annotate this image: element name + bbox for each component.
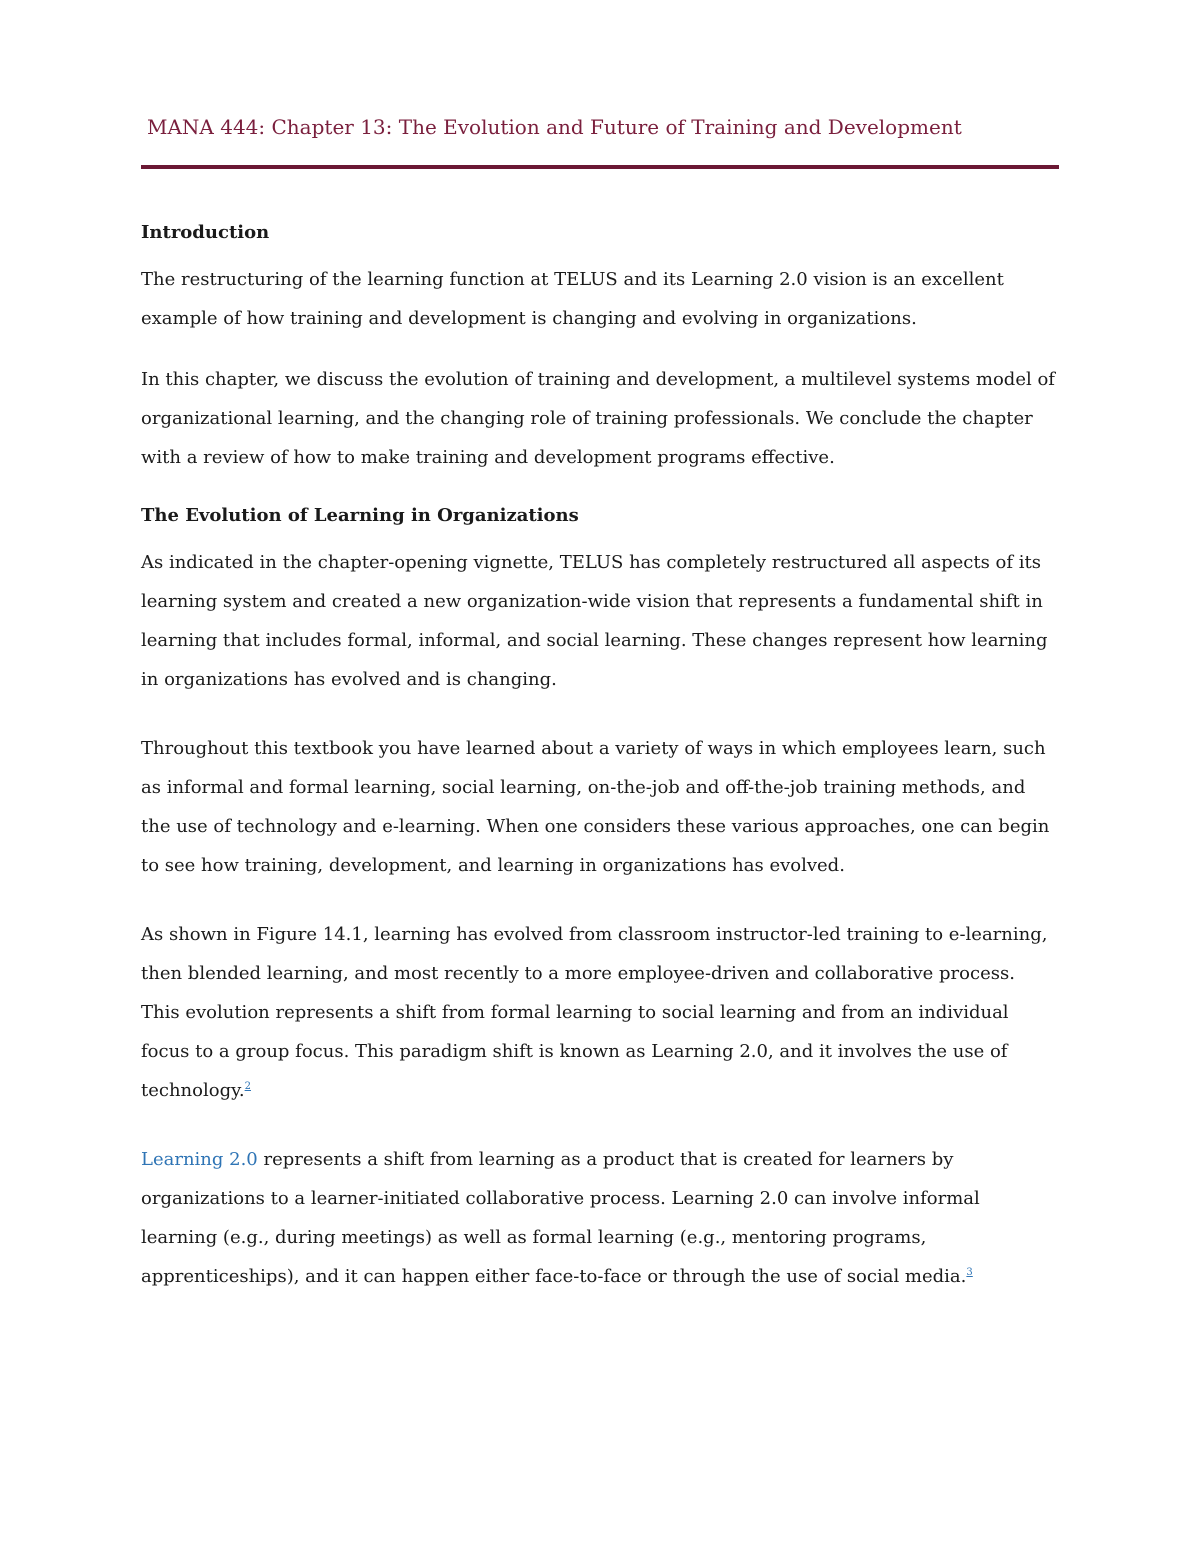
intro-paragraph-1: The restructuring of the learning function at TELUS and its Learning 2.0 vision is an excellent example of how training and development is changing and evolving in organizations.: [141, 269, 1004, 329]
document-title: MANA 444: Chapter 13: The Evolution and Future of Training and Development: [147, 115, 962, 139]
title-divider: [141, 165, 1059, 169]
footnote-ref-2: [245, 1081, 251, 1092]
evolution-paragraph-2: Throughout this textbook you have learned about a variety of ways in which employees learn, such as informal and formal learning, social learning, on-the-job and off-the-job training methods, and the use of technology and e-learning. When one considers these various approaches, one can begin to see how training, development, and learning in organizations has evolved.: [141, 738, 1050, 876]
footnote-link-3[interactable]: 3: [966, 1267, 973, 1278]
intro-paragraph-2: In this chapter, we discuss the evolution of training and development, a multilevel systems model of organizational learning, and the changing role of training professionals. We conclude the chapter with a review of how to make training and development programs effective.: [141, 369, 1055, 468]
evolution-paragraph-4: [141, 1140, 1059, 1296]
evolution-paragraph-3-text: As shown in Figure 14.1, learning has evolved from classroom instructor-led training to e-learning, then blended learning, and most recently to a more employee-driven and collaborative process. This evolution represents a shift from formal learning to social learning and from an individual focus to a group focus. This paradigm shift is known as Learning 2.0, and it involves the use of technology.: [141, 924, 1048, 1101]
learning-2-0-link[interactable]: Learning 2.0: [141, 1149, 258, 1170]
footnote-ref-3: [966, 1267, 972, 1278]
evolution-heading: The Evolution of Learning in Organizations: [141, 505, 579, 526]
evolution-paragraph-1: As indicated in the chapter-opening vignette, TELUS has completely restructured all aspects of its learning system and created a new organization-wide vision that represents a fundamental shift in learning that includes formal, informal, and social learning. These changes represent how learning in organizations has evolved and is changing.: [141, 552, 1048, 690]
evolution-paragraph-4-text: represents a shift from learning as a product that is created for learners by organizations to a learner-initiated collaborative process. Learning 2.0 can involve informal learning (e.g., during meetings) as well as formal learning (e.g., mentoring programs, apprenticeships), and it can happen either face-to-face or through the use of social media.: [141, 1149, 980, 1287]
footnote-link-2[interactable]: 2: [244, 1081, 251, 1092]
document-body: [141, 216, 1059, 1326]
evolution-paragraph-3: [141, 915, 1059, 1110]
introduction-heading: Introduction: [141, 222, 270, 243]
